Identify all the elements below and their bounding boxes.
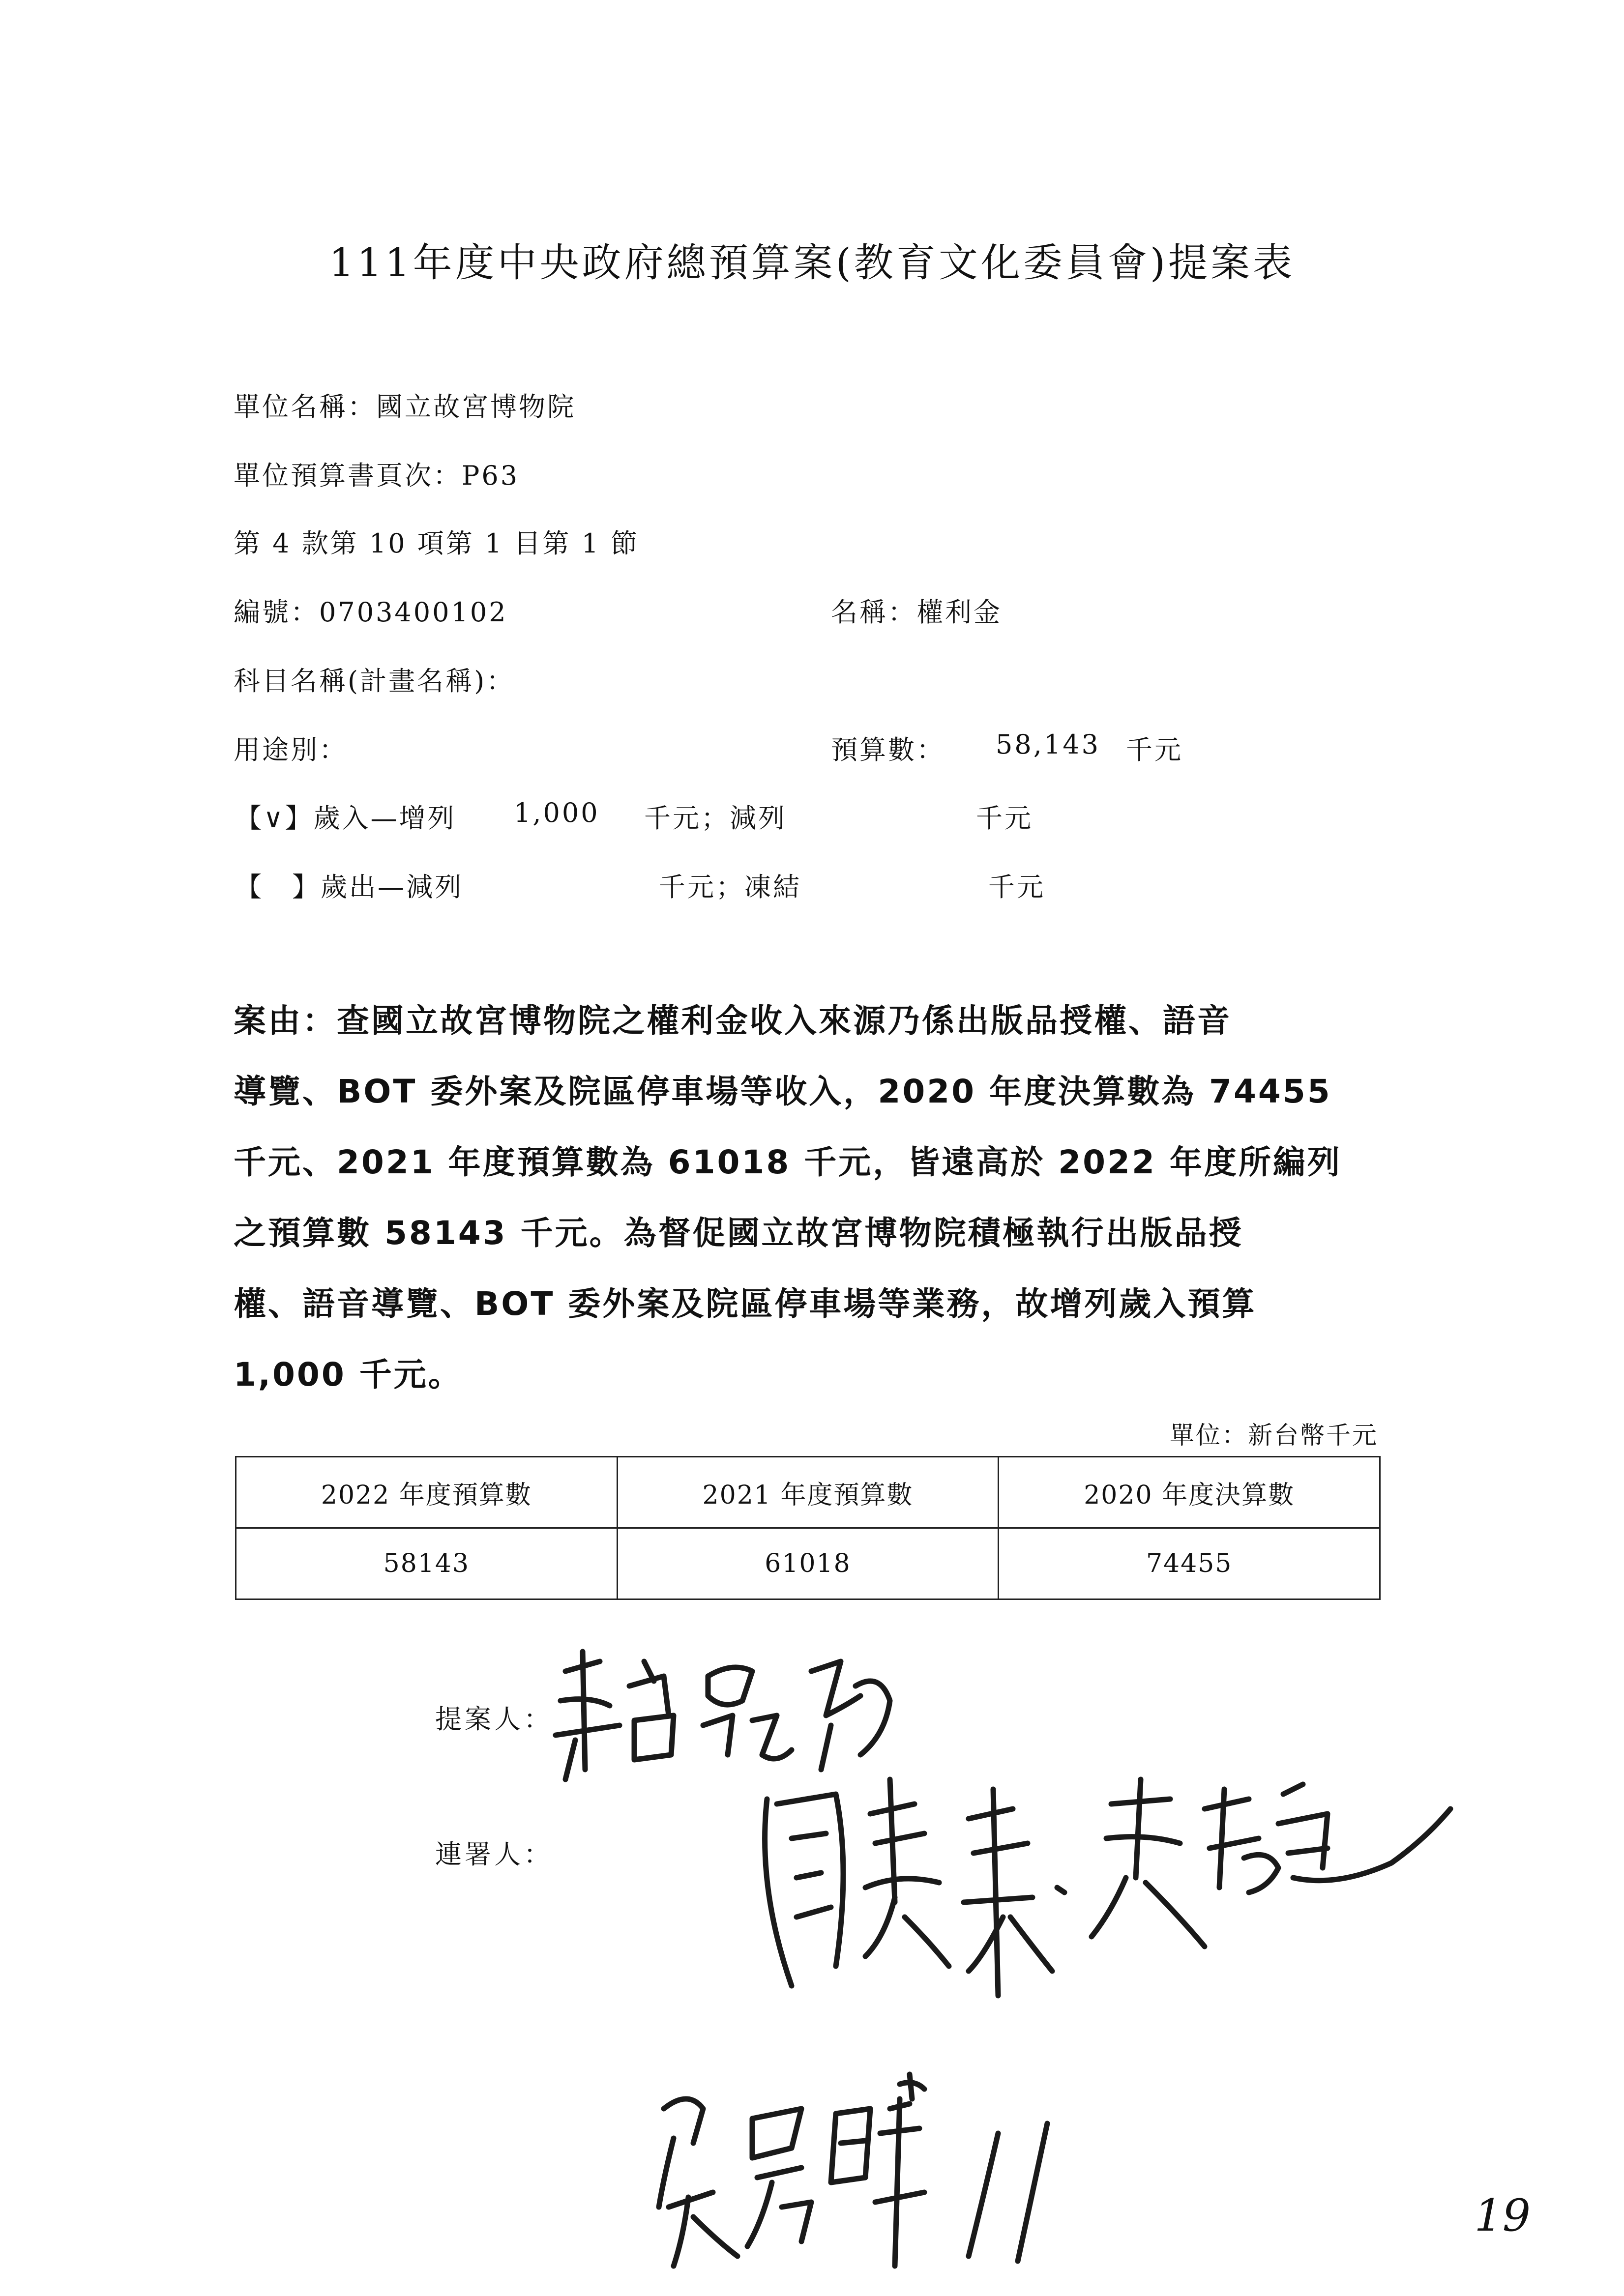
table-cell: 74455: [999, 1528, 1380, 1599]
expense-mark: 【 】歲出—減列: [235, 872, 463, 902]
table-header-cell: 2022 年度預算數: [236, 1457, 618, 1528]
reason-line: 之預算數 58143 千元。為督促國立故宮博物院積極執行出版品授: [234, 1214, 1243, 1252]
unit-note: 單位：新台幣千元: [1170, 1421, 1378, 1450]
section-field: 第 4 款第 10 項第 1 目第 1 節: [234, 528, 640, 559]
reason-line: 權、語音導覽、BOT 委外案及院區停車場等業務，故增列歲入預算: [234, 1285, 1257, 1323]
revenue-end-unit: 千元: [976, 803, 1033, 834]
code-field: 編號：0703400102: [234, 597, 508, 628]
purpose-field: 用途別：: [234, 734, 348, 765]
revenue-mark: 【∨】歲入—增列: [235, 803, 456, 834]
reason-paragraph: [234, 986, 1355, 1410]
revenue-decrease-label: 千元；減列: [644, 803, 787, 834]
subject-field: 科目名稱(計畫名稱)：: [234, 666, 515, 697]
table-row: [236, 1528, 1380, 1599]
table-cell: 58143: [236, 1528, 618, 1599]
table-cell: 61018: [617, 1528, 999, 1599]
table-header-cell: 2021 年度預算數: [617, 1457, 999, 1528]
budget-table: [235, 1456, 1381, 1600]
budget-unit: 千元: [1126, 734, 1183, 765]
page-title: 111年度中央政府總預算案(教育文化委員會)提案表: [328, 240, 1296, 286]
unit-name-field: 單位名稱：國立故宮博物院: [234, 391, 576, 422]
reason-line: 千元、2021 年度預算數為 61018 千元，皆遠高於 2022 年度所編列: [234, 1143, 1342, 1181]
page-number: 19: [1474, 2190, 1531, 2241]
page-ref-field: 單位預算書頁次：P63: [234, 460, 520, 491]
reason-line: 案由：查國立故宮博物院之權利金收入來源乃係出版品授權、語音: [234, 1002, 1232, 1040]
reason-line: 導覽、BOT 委外案及院區停車場等收入，2020 年度決算數為 74455: [234, 1073, 1332, 1110]
item-name-field: 名稱：權利金: [831, 597, 1002, 628]
table-header-cell: 2020 年度決算數: [999, 1457, 1380, 1528]
expense-freeze-label: 千元；凍結: [659, 872, 801, 902]
table-header-row: [236, 1457, 1380, 1528]
expense-end-unit: 千元: [988, 872, 1045, 902]
budget-label: 預算數：: [831, 734, 945, 765]
cosigner-label: 連署人：: [435, 1839, 553, 1870]
cosigner-signature-2: [644, 2079, 1136, 2278]
budget-value: 58,143: [996, 729, 1100, 760]
revenue-increase-value: 1,000: [514, 797, 600, 828]
reason-line: 1,000 千元。: [234, 1356, 463, 1394]
proposer-label: 提案人：: [435, 1704, 553, 1735]
cosigner-signature-1: [738, 1740, 1475, 2017]
